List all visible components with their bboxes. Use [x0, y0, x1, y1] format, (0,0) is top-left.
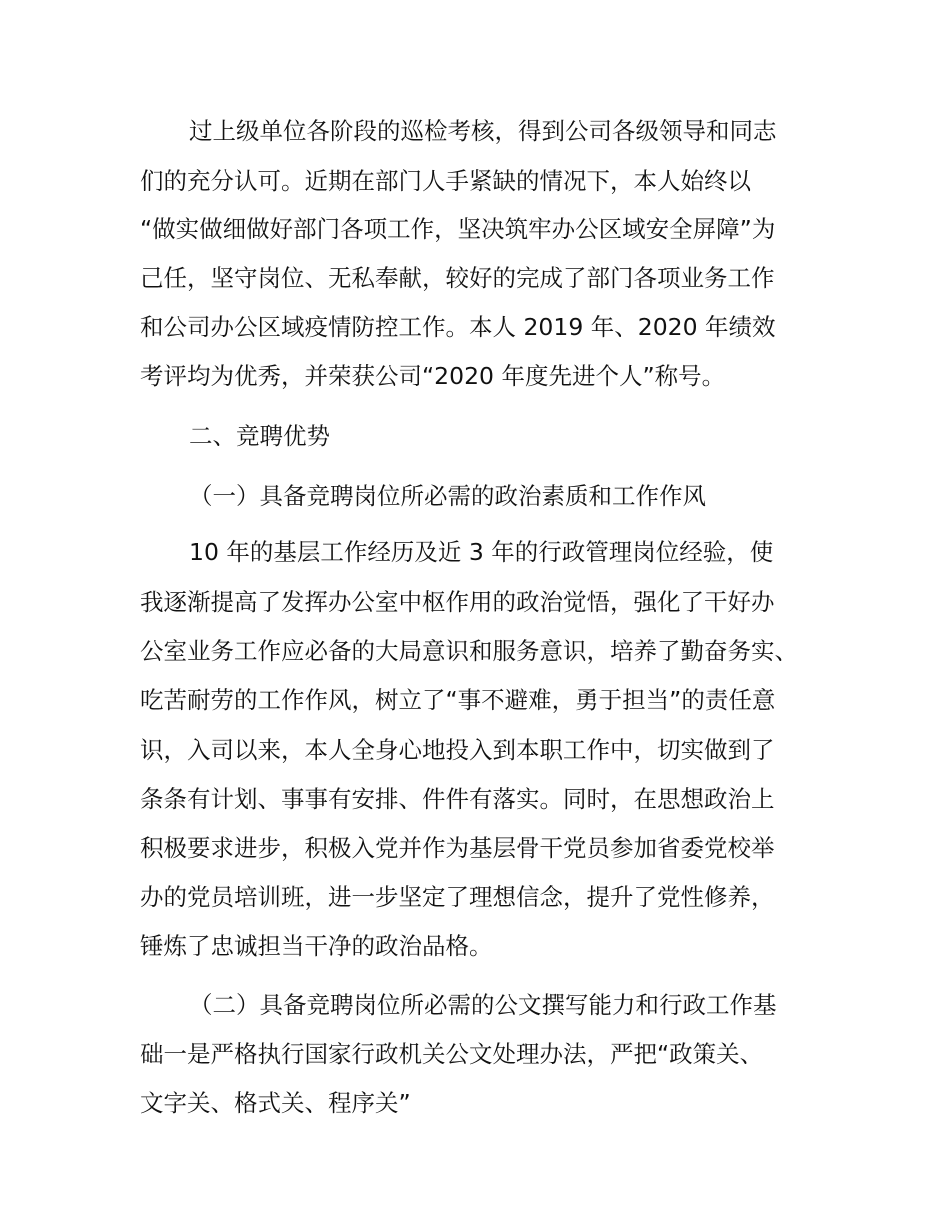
text-line: 识，入司以来，本人全身心地投入到本职工作中，切实做到了: [140, 736, 775, 764]
subsection-heading: （二）具备竞聘岗位所必需的公文撰写能力和行政工作基: [189, 991, 777, 1019]
text-line: 积极要求进步，积极入党并作为基层骨干党员参加省委党校举: [140, 834, 775, 862]
text-line: “做实做细做好部门各项工作，坚决筑牢办公区域安全屏障”为: [140, 215, 776, 243]
text-line: 条条有计划、事事有安排、件件有落实。同时，在思想政治上: [140, 785, 775, 813]
text-line: 础一是严格执行国家行政机关公文处理办法，严把“政策关、: [140, 1040, 764, 1068]
text-line: 吃苦耐劳的工作作风，树立了“事不避难，勇于担当”的责任意: [140, 686, 776, 714]
text-line: 文字关、格式关、程序关”: [140, 1089, 411, 1117]
text-line: 公室业务工作应必备的大局意识和服务意识，培养了勤奋务实、: [140, 637, 798, 665]
text-line: 10 年的基层工作经历及近 3 年的行政管理岗位经验，使: [189, 538, 774, 566]
text-line: 己任，坚守岗位、无私奉献，较好的完成了部门各项业务工作: [140, 264, 775, 292]
text-line: 过上级单位各阶段的巡检考核，得到公司各级领导和同志: [189, 117, 777, 145]
text-line: 锤炼了忠诚担当干净的政治品格。: [140, 932, 493, 960]
text-line: 们的充分认可。近期在部门人手紧缺的情况下，本人始终以: [140, 167, 751, 195]
section-heading: 二、竞聘优势: [189, 422, 330, 450]
text-line: 我逐渐提高了发挥办公室中枢作用的政治觉悟，强化了干好办: [140, 588, 775, 616]
text-line: 考评均为优秀，并荣获公司“2020 年度先进个人”称号。: [140, 362, 726, 390]
text-line: 办的党员培训班，进一步坚定了理想信念，提升了党性修养，: [140, 883, 775, 911]
text-line: 和公司办公区域疫情防控工作。本人 2019 年、2020 年绩效: [140, 313, 776, 341]
subsection-heading: （一）具备竞聘岗位所必需的政治素质和工作作风: [189, 482, 706, 510]
